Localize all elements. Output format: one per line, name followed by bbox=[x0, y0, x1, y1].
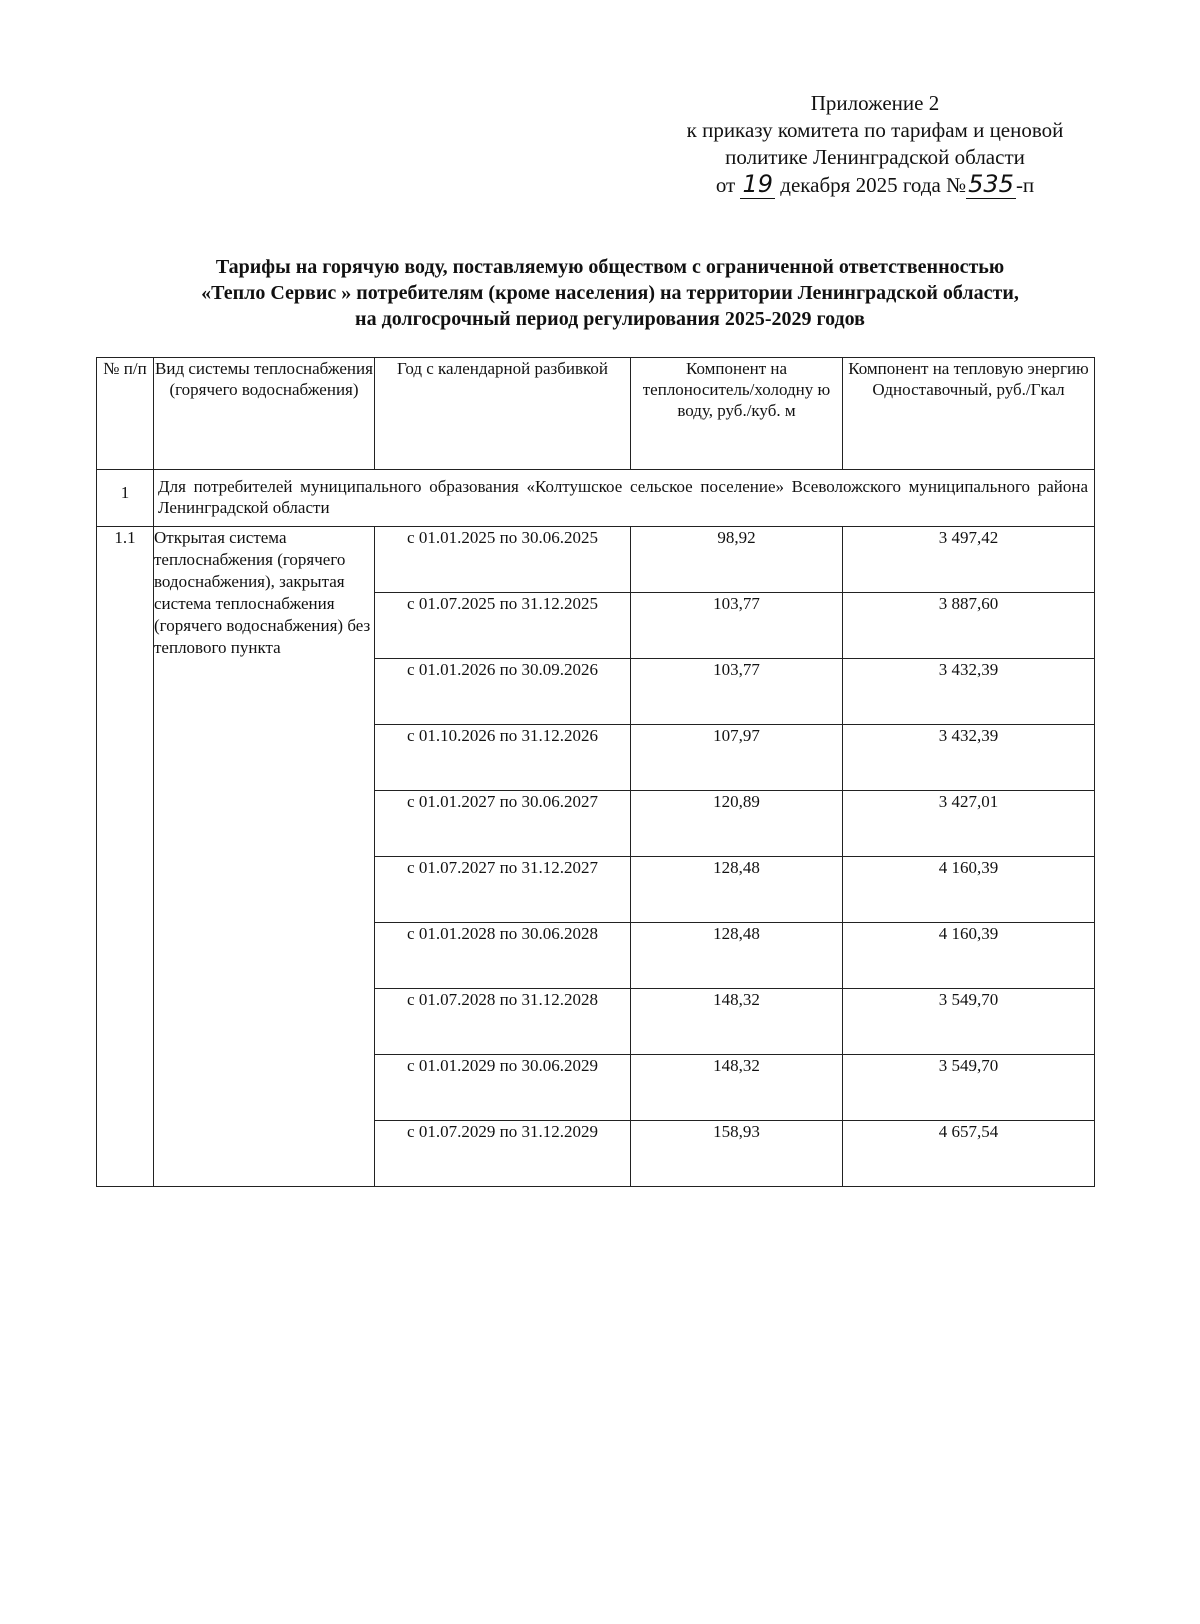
energy-cell: 3 549,70 bbox=[843, 989, 1095, 1055]
water-cell: 128,48 bbox=[631, 923, 843, 989]
appendix-order-line: к приказу комитета по тарифам и ценовой bbox=[686, 118, 1064, 142]
period-cell: с 01.07.2027 по 31.12.2027 bbox=[375, 857, 631, 923]
document-title bbox=[100, 254, 1120, 332]
subsection-number: 1.1 bbox=[97, 527, 154, 1187]
header-energy-component: Компонент на тепловую энергию Одноставочный, руб./Гкал bbox=[843, 358, 1095, 470]
appendix-committee-line: политике Ленинградской области bbox=[725, 145, 1025, 169]
period-cell: с 01.01.2029 по 30.06.2029 bbox=[375, 1055, 631, 1121]
title-line-2: «Тепло Сервис » потребителям (кроме населения) на территории Ленинградской области, bbox=[201, 282, 1019, 304]
period-cell: с 01.10.2026 по 31.12.2026 bbox=[375, 725, 631, 791]
period-cell: с 01.01.2028 по 30.06.2028 bbox=[375, 923, 631, 989]
handwritten-day: 19 bbox=[742, 170, 774, 198]
title-line-3: на долгосрочный период регулирования 2025-2029 годов bbox=[355, 308, 865, 330]
water-cell: 148,32 bbox=[631, 989, 843, 1055]
appendix-date-line bbox=[640, 171, 1110, 199]
header-period: Год с календарной разбивкой bbox=[375, 358, 631, 470]
period-cell: с 01.07.2029 по 31.12.2029 bbox=[375, 1121, 631, 1187]
energy-cell: 4 160,39 bbox=[843, 923, 1095, 989]
date-prefix: от bbox=[715, 173, 736, 197]
water-cell: 107,97 bbox=[631, 725, 843, 791]
water-cell: 103,77 bbox=[631, 593, 843, 659]
water-cell: 120,89 bbox=[631, 791, 843, 857]
handwritten-order-number: 535 bbox=[968, 170, 1014, 198]
water-cell: 158,93 bbox=[631, 1121, 843, 1187]
energy-cell: 3 887,60 bbox=[843, 593, 1095, 659]
period-cell: с 01.07.2028 по 31.12.2028 bbox=[375, 989, 631, 1055]
section-row bbox=[97, 470, 1095, 527]
energy-cell: 3 432,39 bbox=[843, 725, 1095, 791]
water-cell: 128,48 bbox=[631, 857, 843, 923]
period-cell: с 01.01.2026 по 30.09.2026 bbox=[375, 659, 631, 725]
energy-cell: 4 657,54 bbox=[843, 1121, 1095, 1187]
energy-cell: 3 549,70 bbox=[843, 1055, 1095, 1121]
water-cell: 148,32 bbox=[631, 1055, 843, 1121]
subsection-system-type: Открытая система теплоснабжения (горячего водоснабжения), закрытая система теплоснабжения (горячего водоснабжения) без теплового пункта bbox=[154, 527, 375, 1187]
water-cell: 103,77 bbox=[631, 659, 843, 725]
table-row bbox=[97, 527, 1095, 593]
energy-cell: 3 497,42 bbox=[843, 527, 1095, 593]
order-suffix: -п bbox=[1015, 173, 1035, 197]
date-middle: декабря 2025 года № bbox=[780, 173, 967, 197]
header-water-component: Компонент на теплоноситель/холодну ю воду, руб./куб. м bbox=[631, 358, 843, 470]
energy-cell: 3 427,01 bbox=[843, 791, 1095, 857]
water-cell: 98,92 bbox=[631, 527, 843, 593]
appendix-title: Приложение 2 bbox=[810, 91, 940, 115]
period-cell: с 01.01.2027 по 30.06.2027 bbox=[375, 791, 631, 857]
tariff-table bbox=[96, 357, 1095, 1187]
energy-cell: 3 432,39 bbox=[843, 659, 1095, 725]
table-header-row bbox=[97, 358, 1095, 470]
period-cell: с 01.07.2025 по 31.12.2025 bbox=[375, 593, 631, 659]
section-number: 1 bbox=[97, 470, 154, 527]
energy-cell: 4 160,39 bbox=[843, 857, 1095, 923]
header-num: № п/п bbox=[97, 358, 154, 470]
title-line-1: Тарифы на горячую воду, поставляемую обществом с ограниченной ответственностью bbox=[215, 256, 1005, 278]
appendix-header bbox=[640, 90, 1110, 199]
section-description: Для потребителей муниципального образования «Колтушское сельское поселение» Всеволожского муниципального района Ленинградской области bbox=[154, 470, 1095, 527]
period-cell: с 01.01.2025 по 30.06.2025 bbox=[375, 527, 631, 593]
header-system-type: Вид системы теплоснабжения (горячего водоснабжения) bbox=[154, 358, 375, 470]
